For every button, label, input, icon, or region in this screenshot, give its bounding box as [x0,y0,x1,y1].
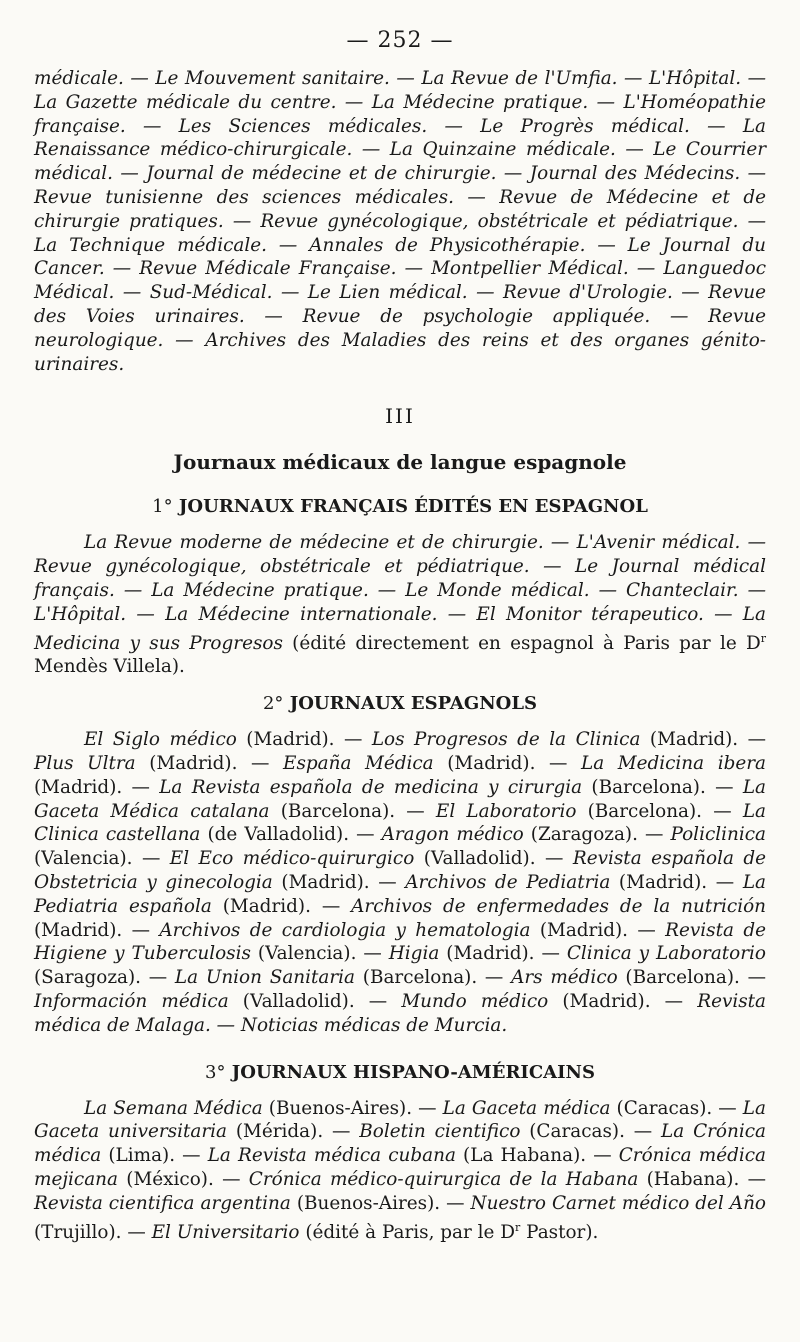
text-run: La Revista médica cubana [207,1145,456,1167]
text-run: Archivos de enfermedades de la nutrición [351,895,767,917]
text-run: Los Progresos de la Clinica [371,729,641,751]
text-run: (Madrid). — [433,753,581,775]
text-run: (Madrid). — [272,872,406,894]
text-run: (Madrid). — [34,776,160,798]
text-run: (Madrid). — [34,919,160,941]
subheading-2-title: JOURNAUX ESPAGNOLS [289,693,537,715]
paragraph-hispano-american-journals [34,1097,766,1245]
text-run: (Caracas). — [610,1097,743,1119]
text-run: Boletin cientifico [359,1121,521,1143]
text-run: Mendès Villela). [34,656,185,678]
subheading-3 [34,1062,766,1083]
text-run: Ars médico [511,967,618,989]
text-run: (Habana). — [638,1169,767,1191]
text-run: (Buenos-Aires). — [290,1192,471,1214]
text-run: Higia [388,943,440,965]
text-run: (de Valladolid). — [200,824,382,846]
text-run: (Mérida). — [227,1121,360,1143]
subheading-1 [34,496,766,517]
text-run: Mundo médico [401,991,549,1013]
text-run: La Medicina ibera [581,753,766,775]
text-run: El Laboratorio [435,800,577,822]
text-run: (Saragoza). — [34,967,175,989]
text-run: (Barcelona). — [576,800,743,822]
section-number: III [385,404,415,429]
text-run: (Valencia). — [250,943,389,965]
text-run: (México). — [117,1169,249,1191]
text-run: (Valencia). — [34,848,170,870]
text-run: (Madrid). — [439,943,567,965]
text-run: (Madrid). — [530,919,666,941]
text-run: (Zaragoza). — [523,824,671,846]
text-run: (Barcelona). — [582,776,743,798]
text-run: Archivos de cardiologia y hematologia [159,919,531,941]
text-run: La Gaceta Médica catalana [34,776,767,822]
text-run: Aragon médico [381,824,524,846]
text-run: Revista cientifica argentina [34,1192,291,1214]
text-run: El Eco médico-quirurgico [169,848,415,870]
text-run: (Madrid). — [236,729,372,751]
text-run: Revista médica de Malaga. — Noticias médicas de Murcia. [34,991,767,1036]
text-run: Nuestro Carnet médico del Año [470,1192,766,1214]
text-run: (Madrid). — [548,991,698,1013]
text-run: Información médica [34,991,229,1013]
text-run: La Gaceta universitaria [34,1097,766,1143]
text-run: Crónica médica mejicana [34,1145,766,1191]
text-run: La Crónica médica [34,1121,766,1167]
text-run: médicale. — Le Mouvement sanitaire. — La Revue de l'Umfia. — L'Hôpital. — La Gazette médicale du centre. — La Médecine pratique. — L'Homéopathie française. — Les Sciences médicales. — Le Progrès médical. — La Renaissance médico-chirurgicale. — La Quinzaine médicale. — Le Courrier médical. — Journal de médecine et de chirurgie. — Journal des Médecins. — Revue tunisienne des sciences médicales. — Revue de Médecine et de chirurgie pratiques. — Revue gynécologique, obstétricale et pédiatrique. — La Technique médicale. — Annales de Physicothérapie. — Le Journal du Cancer. — Revue Médicale Française. — Montpellier Médical. — Languedoc Médical. — Sud-Médical. — Le Lien médical. — Revue d'Urologie. — Revue des Voies urinaires. — Revue de psychologie appliquée. — Revue neurologique. — Archives des Maladies des reins et des organes génito-urinaires. [34,68,766,375]
text-run: (édité directement en espagnol à Paris par le D [282,632,761,654]
text-run: (Caracas). — [520,1121,662,1143]
text-run: La Revista española de medicina y cirurgia [159,776,583,798]
text-run: (Madrid). — [135,753,284,775]
text-run: (Valladolid). — [228,991,402,1013]
text-run: La Gaceta médica [442,1097,611,1119]
text-run: (La Habana). — [455,1145,619,1167]
text-run: (Buenos-Aires). — [262,1097,443,1119]
text-run: La Union Sanitaria [174,967,356,989]
text-run: España Médica [283,753,434,775]
page-number: — 252 — [346,28,454,53]
text-run: (Barcelona). — [269,800,436,822]
intro-paragraph [34,67,766,376]
section-title: Journaux médicaux de langue espagnole [173,450,627,475]
text-run: Plus Ultra [34,753,136,775]
text-run: (édité à Paris, par le D [299,1221,516,1243]
text-run: (Lima). — [101,1145,208,1167]
text-run: La Semana Médica [84,1097,263,1119]
subheading-3-title: JOURNAUX HISPANO-AMÉRICAINS [231,1061,595,1083]
text-run: (Barcelona). — [617,967,766,989]
text-run: La Clinica castellana [34,800,766,846]
text-run: (Madrid). — [211,895,352,917]
subheading-1-title: JOURNAUX FRANÇAIS ÉDITÉS EN ESPAGNOL [178,496,648,518]
text-run: La Pediatria española [34,872,766,917]
text-run: r [515,1220,521,1234]
text-run: (Madrid). — [640,729,766,751]
text-run: (Barcelona). — [355,967,512,989]
text-run: La Revue moderne de médecine et de chirurgie. — L'Avenir médical. — Revue gynécologique, obstétricale et pédiatrique. — Le Journal médical français. — La Médecine pratique. — Le Monde médical. — Chanteclair. — L'Hôpital. — La Médecine internationale. — El Monitor térapeutico. — La Medicina y sus Progresos [34,532,766,654]
subheading-3-number: 3° [205,1061,226,1083]
text-run: El Universitario [151,1221,300,1243]
paragraph-french-journals [34,531,766,679]
subheading-2-number: 2° [262,693,284,715]
text-run: (Madrid). — [610,872,743,894]
text-run: r [760,631,766,645]
text-run: (Trujillo). — [34,1221,152,1243]
text-run: Crónica médico-quirurgica de la Habana [248,1169,639,1191]
subheading-1-number: 1° [152,496,173,518]
subheading-2 [34,693,766,714]
text-run: Clinica y Laboratorio [566,943,766,965]
text-run: Archivos de Pediatria [405,872,611,894]
text-run: Revista española de Obstetricia y ginecologia [34,848,767,894]
text-run: (Valladolid). — [414,848,573,870]
paragraph-spanish-journals [34,728,766,1037]
text-run: Revista de Higiene y Tuberculosis [34,919,766,965]
text-run: Pastor). [520,1221,599,1243]
text-run: Policlinica [670,824,767,846]
text-run: El Siglo médico [84,729,237,751]
